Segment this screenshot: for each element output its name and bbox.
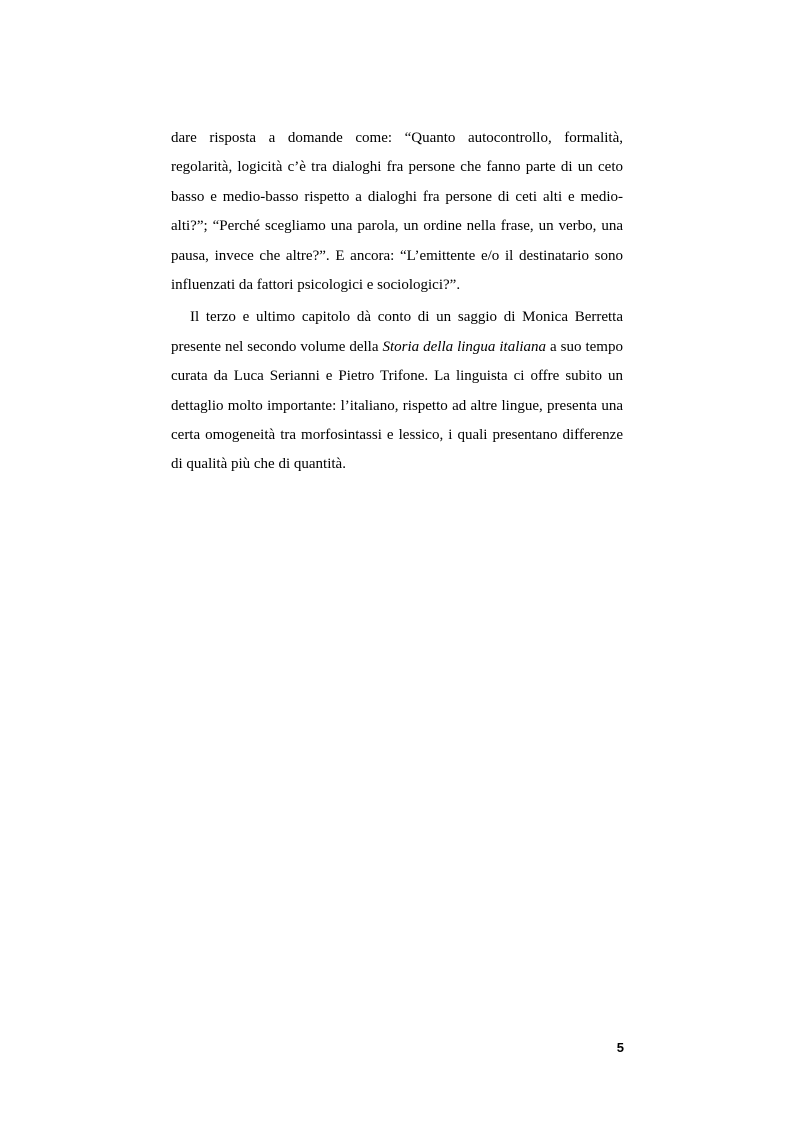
paragraph-text-after-title: a suo tempo curata da Luca Serianni e Pietro Trifone. La linguista ci offre subito un dettaglio molto importante: l’italiano, rispetto ad altre lingue, presenta una certa omogeneità tra morfosintassi e lessico, i quali presentano differenze di qualità più che di quantità. bbox=[171, 338, 623, 473]
paragraph-third-chapter bbox=[171, 303, 623, 479]
page-number: 5 bbox=[616, 1040, 624, 1055]
paragraph-continuation: dare risposta a domande come: “Quanto autocontrollo, formalità, regolarità, logicità c’è tra dialoghi fra persone che fanno parte di un ceto basso e medio-basso rispetto a dialoghi fra persone di ceti alti e medio-alti?”; “Perché scegliamo una parola, un ordine nella frase, un verbo, una pausa, invece che altre?”. E ancora: “L’emittente e/o il destinatario sono influenzati da fattori psicologici e sociologici?”. bbox=[171, 130, 623, 294]
paragraph-text-before-title: Il terzo e ultimo capitolo dà conto di un saggio di Monica Berretta presente nel secondo volume della bbox=[171, 309, 623, 355]
page-body bbox=[171, 124, 623, 480]
book-title: Storia della lingua italiana bbox=[382, 338, 547, 355]
